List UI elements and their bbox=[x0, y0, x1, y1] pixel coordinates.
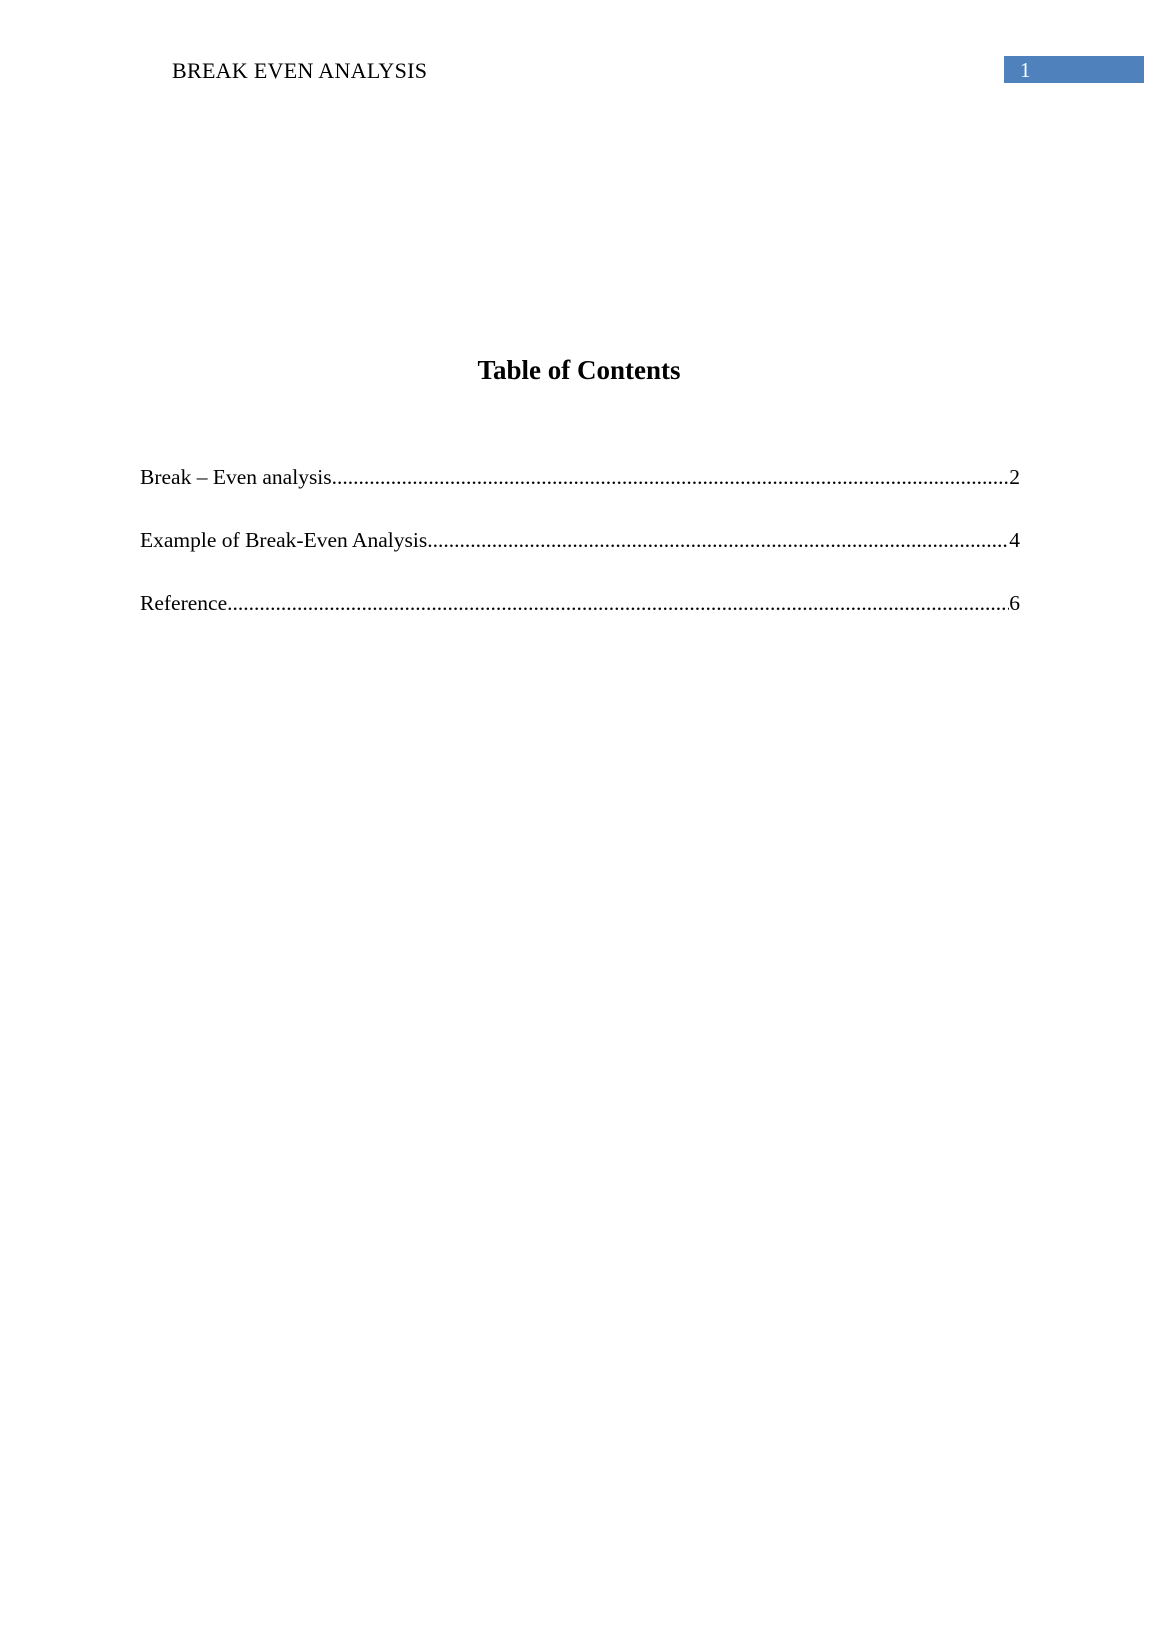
toc-entry-page: 2 bbox=[1009, 465, 1020, 489]
toc-dot-leader bbox=[227, 588, 1009, 618]
toc-entry-break-even-analysis[interactable] bbox=[140, 462, 1020, 525]
toc-dot-leader bbox=[427, 525, 1009, 555]
page-number: 1 bbox=[1020, 58, 1031, 82]
page-number-box bbox=[1004, 56, 1144, 83]
toc-dot-leader bbox=[332, 462, 1010, 492]
running-header-title: BREAK EVEN ANALYSIS bbox=[172, 58, 428, 83]
toc-entry-example-of-break-even-analysis[interactable] bbox=[140, 525, 1020, 588]
toc-list bbox=[140, 462, 1020, 651]
toc-entry-reference[interactable] bbox=[140, 588, 1020, 651]
toc-entry-page: 4 bbox=[1009, 528, 1020, 552]
toc-entry-label: Break – Even analysis bbox=[140, 465, 332, 489]
toc-entry-label: Reference bbox=[140, 591, 228, 615]
toc-entry-page: 6 bbox=[1009, 591, 1020, 615]
toc-heading: Table of Contents bbox=[477, 355, 681, 385]
toc-entry-label: Example of Break-Even Analysis bbox=[140, 528, 428, 552]
